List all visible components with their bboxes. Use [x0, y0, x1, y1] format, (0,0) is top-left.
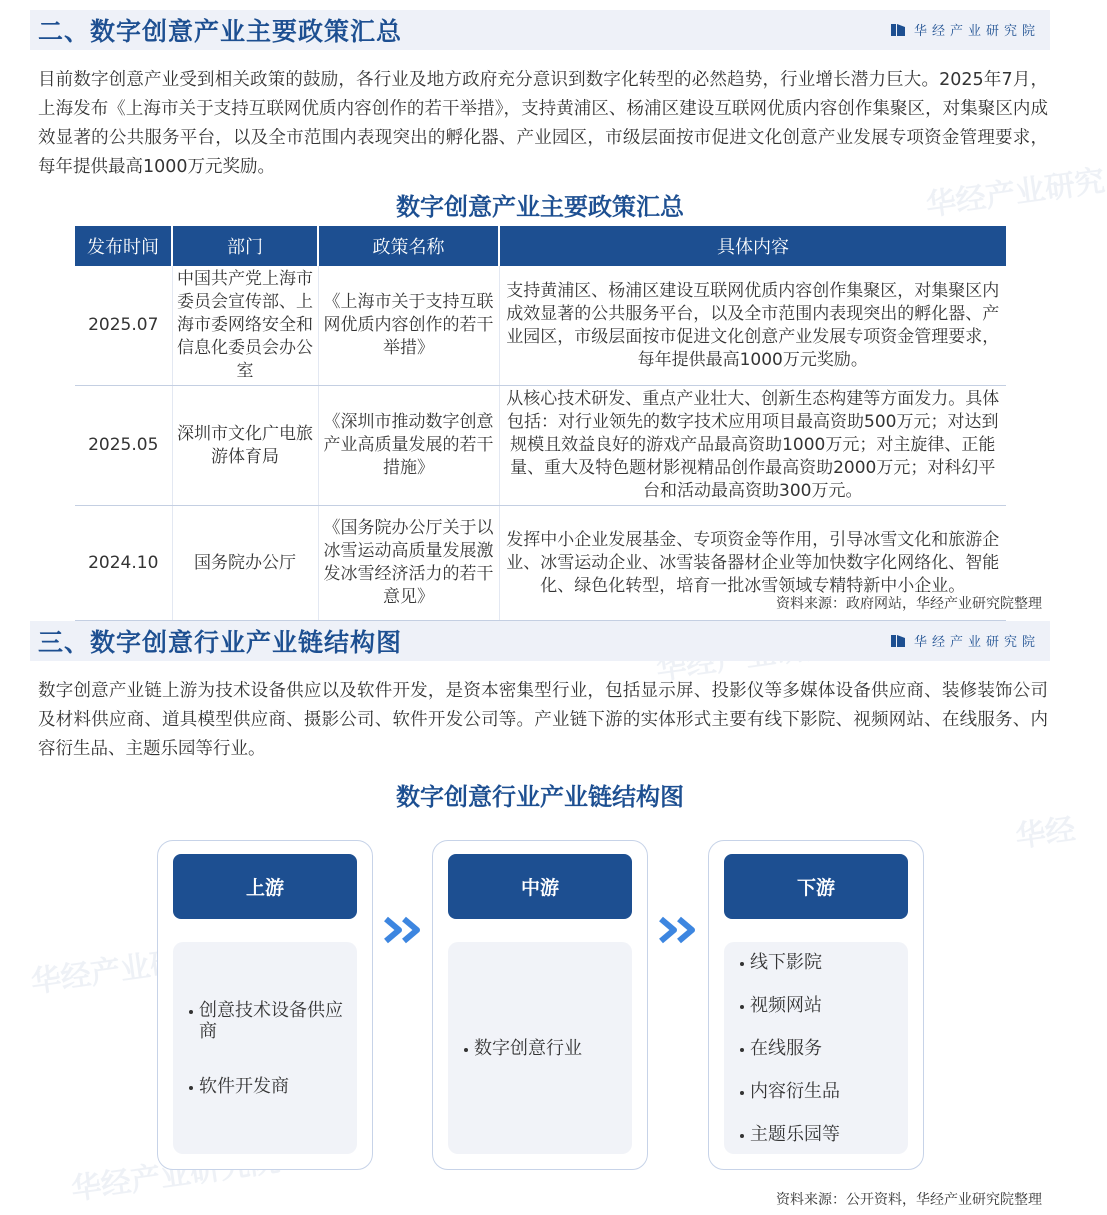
header-policy: 政策名称	[318, 226, 499, 266]
cell-policy: 《国务院办公厅关于以冰雪运动高质量发展激发冰雪经济活力的若干意见》	[318, 506, 499, 621]
chain-chart-title: 数字创意行业产业链结构图	[396, 783, 684, 811]
midstream-box	[432, 840, 648, 1170]
section2-source: 资料来源：政府网站，华经产业研究院整理	[776, 596, 1042, 612]
brand-mark	[890, 20, 1040, 39]
cell-policy: 《深圳市推动数字创意产业高质量发展的若干措施》	[318, 386, 499, 506]
header-date: 发布时间	[75, 226, 172, 266]
list-item: 主题乐园等	[740, 1124, 894, 1145]
cell-department: 中国共产党上海市委员会宣传部、上海市委网络安全和信息化委员会办公室	[172, 266, 318, 386]
section2-paragraph: 目前数字创意产业受到相关政策的鼓励，各行业及地方政府充分意识到数字化转型的必然趋势，行业增长潜力巨大。2025年7月，上海发布《上海市关于支持互联网优质内容创作的若干举措》，支持黄浦区、杨浦区建设互联网优质内容创作集聚区，对集聚区内成效显著的公共服务平台，以及全市范围内表现突出的孵化器、产业园区，市级层面按市促进文化创意产业发展专项资金管理要求，每年提供最高1000万元奖励。	[38, 70, 1048, 177]
section3-title: 三、数字创意行业产业链结构图	[38, 628, 403, 657]
section2-title: 二、数字创意产业主要政策汇总	[38, 17, 403, 46]
brand-logo-icon	[890, 633, 906, 649]
midstream-panel	[448, 942, 632, 1154]
upstream-box	[157, 840, 373, 1170]
brand-name: 华经产业研究院	[913, 635, 1040, 650]
cell-department: 国务院办公厅	[172, 506, 318, 621]
policy-table-header	[75, 226, 1006, 266]
cell-content: 发挥中小企业发展基金、专项资金等作用，引导冰雪文化和旅游企业、冰雪运动企业、冰雪装备器材企业等加快数字化网络化、智能化、绿色化转型，培育一批冰雪领域专精特新中小企业。	[499, 506, 1006, 621]
section2-header	[30, 10, 1050, 50]
cell-date: 2025.07	[75, 266, 172, 386]
upstream-panel	[173, 942, 357, 1154]
chevron-right-icon	[382, 915, 426, 945]
cell-content: 支持黄浦区、杨浦区建设互联网优质内容创作集聚区，对集聚区内成效显著的公共服务平台，以及全市范围内表现突出的孵化器、产业园区，市级层面按市促进文化创意产业发展专项资金管理要求，每年提供最高1000万元奖励。	[499, 266, 1006, 386]
list-item: 视频网站	[740, 995, 894, 1016]
downstream-list	[724, 952, 908, 1145]
brand-mark	[890, 631, 1040, 650]
chevron-right-icon	[657, 915, 701, 945]
policy-table	[75, 226, 1006, 621]
section3-paragraph: 数字创意产业链上游为技术设备供应以及软件开发，是资本密集型行业，包括显示屏、投影仪等多媒体设备供应商、装修装饰公司及材料供应商、道具模型供应商、摄影公司、软件开发公司等。产业链下游的实体形式主要有线下影院、视频网站、在线服务、内容衍生品、主题乐园等行业。	[38, 681, 1048, 759]
list-item: 内容衍生品	[740, 1081, 894, 1102]
policy-table-title: 数字创意产业主要政策汇总	[396, 193, 684, 221]
header-content: 具体内容	[499, 226, 1006, 266]
section3-header	[30, 621, 1050, 661]
downstream-box	[708, 840, 924, 1170]
list-item: 线下影院	[740, 952, 894, 973]
header-department: 部门	[172, 226, 318, 266]
list-item: 数字创意行业	[464, 1038, 618, 1059]
cell-date: 2025.05	[75, 386, 172, 506]
brand-logo-icon	[890, 22, 906, 38]
brand-name: 华经产业研究院	[913, 24, 1040, 39]
cell-content: 从核心技术研发、重点产业壮大、创新生态构建等方面发力。具体包括：对行业领先的数字技术应用项目最高资助500万元；对达到规模且效益良好的游戏产品最高资助1000万元；对主旋律、正能量、重大及特色题材影视精品创作最高资助2000万元；对科幻平台和活动最高资助300万元。	[499, 386, 1006, 506]
upstream-header: 上游	[173, 854, 357, 919]
downstream-panel	[724, 942, 908, 1154]
section3-source: 资料来源：公开资料，华经产业研究院整理	[776, 1192, 1042, 1208]
midstream-list	[448, 1038, 632, 1059]
list-item: 创意技术设备供应商	[189, 1000, 343, 1042]
table-row	[75, 266, 1006, 386]
upstream-list	[173, 1000, 357, 1097]
list-item: 软件开发商	[189, 1076, 343, 1097]
cell-date: 2024.10	[75, 506, 172, 621]
list-item: 在线服务	[740, 1038, 894, 1059]
downstream-header: 下游	[724, 854, 908, 919]
table-row	[75, 386, 1006, 506]
cell-department: 深圳市文化广电旅游体育局	[172, 386, 318, 506]
cell-policy: 《上海市关于支持互联网优质内容创作的若干举措》	[318, 266, 499, 386]
midstream-header: 中游	[448, 854, 632, 919]
